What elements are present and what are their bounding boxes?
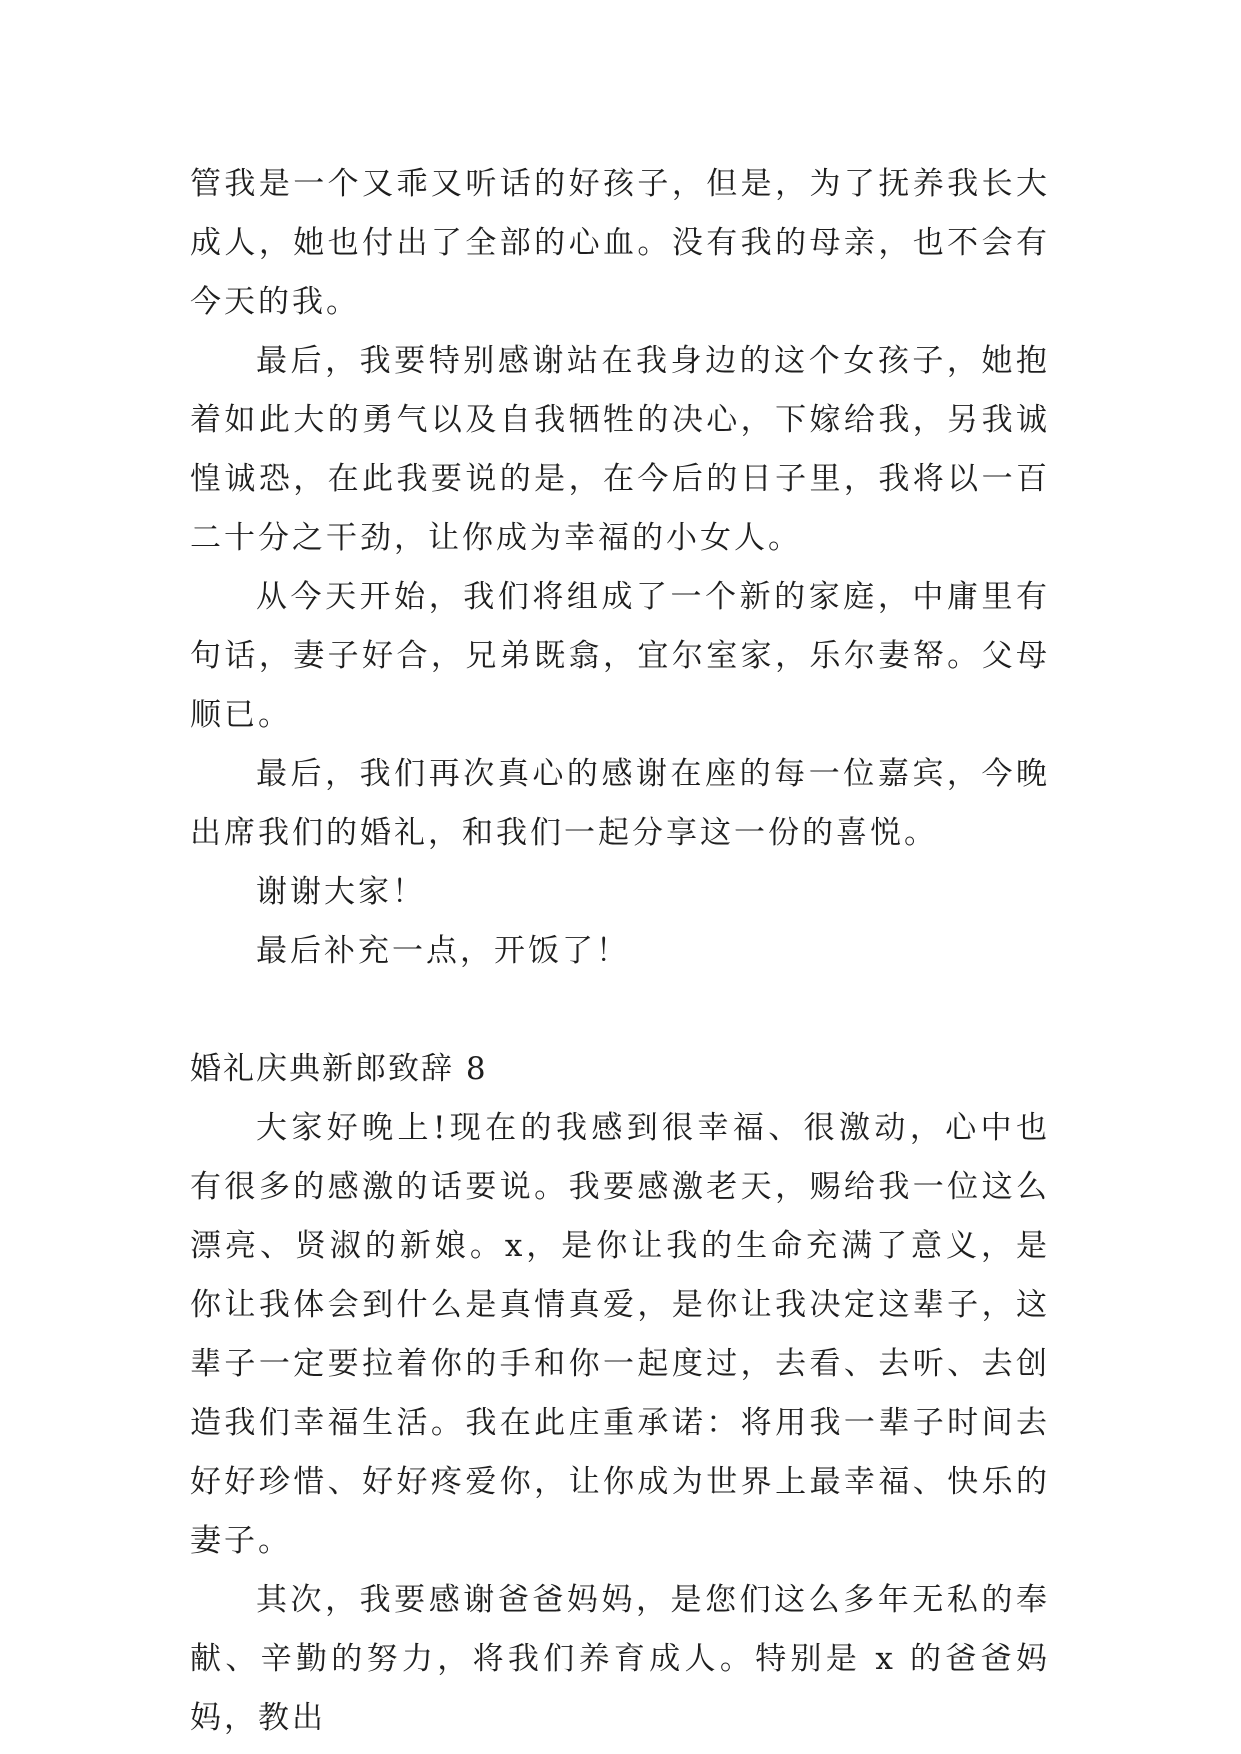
- paragraph-dinner: 最后补充一点，开饭了！: [256, 933, 630, 969]
- document-body: [190, 155, 1050, 1748]
- paragraph-thanks-guests: 最后，我们再次真心的感谢在座的每一位嘉宾，今晚出席我们的婚礼，和我们一起分享这一份的喜悦。: [190, 756, 1050, 851]
- paragraph-new-family: 从今天开始，我们将组成了一个新的家庭，中庸里有句话，妻子好合，兄弟既翕，宜尔室家，乐尔妻帑。父母顺已。: [190, 579, 1050, 733]
- section-heading: 婚礼庆典新郎致辞 8: [190, 1051, 488, 1087]
- paragraph-thanks-bride: 最后，我要特别感谢站在我身边的这个女孩子，她抱着如此大的勇气以及自我牺牲的决心，下嫁给我，另我诚惶诚恐，在此我要说的是，在今后的日子里，我将以一百二十分之干劲，让你成为幸福的小女人。: [190, 343, 1050, 556]
- paragraph-thank-you: 谢谢大家！: [256, 874, 426, 910]
- paragraph-thanks-parents: 其次，我要感谢爸爸妈妈，是您们这么多年无私的奉献、辛勤的努力，将我们养育成人。特别是 x 的爸爸妈妈，教出: [190, 1582, 1050, 1736]
- paragraph-greeting: 大家好晚上!现在的我感到很幸福、很激动，心中也有很多的感激的话要说。我要感激老天，赐给我一位这么漂亮、贤淑的新娘。x，是你让我的生命充满了意义，是你让我体会到什么是真情真爱，是你让我决定这辈子，这辈子一定要拉着你的手和你一起度过，去看、去听、去创造我们幸福生活。我在此庄重承诺：将用我一辈子时间去好好珍惜、好好疼爱你，让你成为世界上最幸福、快乐的妻子。: [190, 1110, 1050, 1559]
- paragraph-continuation: 管我是一个又乖又听话的好孩子，但是，为了抚养我长大成人，她也付出了全部的心血。没有我的母亲，也不会有今天的我。: [190, 166, 1050, 320]
